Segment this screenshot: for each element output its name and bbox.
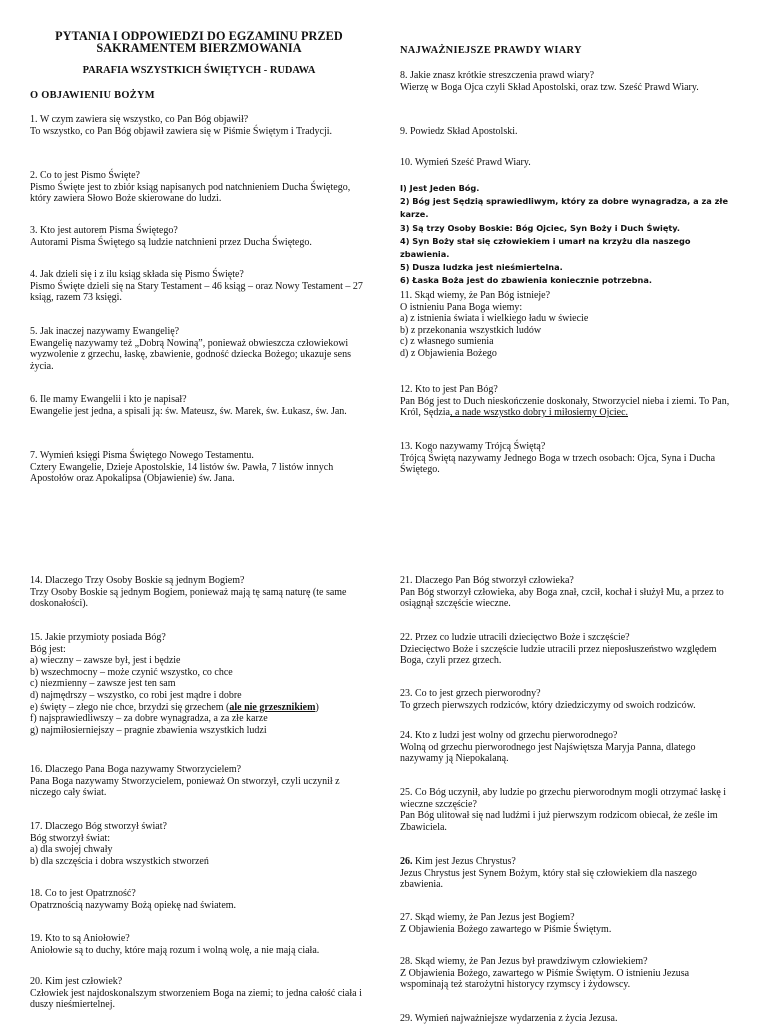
question-1 [30,114,368,137]
answer-list [30,844,368,867]
answer-text: Ewangelie jest jedna, a spisali ją: św. Mateusz, św. Marek, św. Łukasz, św. Jan. [30,405,347,417]
truth-item: 2) Bóg jest Sędzią sprawiedliwym, który za dobre wynagradza, a za złe karze. [400,196,729,220]
question-18 [30,888,368,911]
question-text: 10. Wymień Sześć Prawd Wiary. [400,157,531,168]
title-line-1: PYTANIA I ODPOWIEDZI DO EGZAMINU PRZED [55,29,343,43]
question-number: 26. [400,856,413,867]
question-text: 20. Kim jest człowiek? [30,976,123,987]
truth-item: I) Jest Jeden Bóg. [400,183,480,193]
question-text: 13. Kogo nazywamy Trójcą Świętą? [400,441,546,452]
question-text: 17. Dlaczego Bóg stworzył świat? [30,821,167,832]
answer-text: To wszystko, co Pan Bóg objawił zawiera się w Piśmie Świętym i Tradycji. [30,125,333,137]
answer-text: Cztery Ewangelie, Dzieje Apostolskie, 14 listów św. Pawła, 7 listów innych Apostołów oraz Apokalipsa (Objawienie) św. Jana. [30,461,334,485]
answer-text: Aniołowie są to duchy, które mają rozum i wolną wolę, a nie mają ciała. [30,944,320,956]
list-item: d) najmędrszy – wszystko, co robi jest mądre i dobre [30,689,242,701]
answer-text: Pan Bóg ulitował się nad ludźmi i już pierwszym rodzicom obiecał, że ześle im Zbawiciela. [400,810,718,833]
question-15 [30,632,368,736]
list-item: g) najmiłosierniejszy – pragnie zbawienia wszystkich ludzi [30,724,267,736]
answer-list [400,313,738,359]
document-title [30,30,368,55]
question-text: 23. Co to jest grzech pierworodny? [400,688,541,699]
answer-part: Pan Bóg jest to Duch nieskończenie doskonały, Stworzyciel nieba i ziemi. To Pan, Król, Sędzia [400,395,730,419]
answer-underlined: , a nade wszystko dobry i miłosierny Ojciec. [450,407,629,419]
answer-text: Wierzę w Boga Ojca czyli Skład Apostolski, oraz tzw. Sześć Prawd Wiary. [400,81,699,93]
question-text: 19. Kto to są Aniołowie? [30,933,130,944]
question-text: 29. Wymień najważniejsze wydarzenia z życia Jezusa. [400,1013,618,1024]
answer-text: To grzech pierwszych rodziców, który dziedziczymy od swoich rodziców. [400,699,696,711]
question-25 [400,787,738,833]
question-text: 24. Kto z ludzi jest wolny od grzechu pierworodnego? [400,730,618,741]
list-item: f) najsprawiedliwszy – za dobre wynagradza, a za złe karze [30,713,268,725]
truth-item: 3) Są trzy Osoby Boskie: Bóg Ojciec, Syn Boży i Duch Święty. [400,222,680,233]
title-line-2: SAKRAMENTEM BIERZMOWANIA [96,41,302,56]
answer-text: Z Objawienia Bożego, zawartego w Piśmie Świętym. O istnieniu Jezusa wspominają też starożytni historycy rzymscy i żydowscy. [400,967,690,991]
truth-item: 5) Dusza ludzka jest nieśmiertelna. [400,262,563,273]
question-28 [400,956,738,991]
question-16 [30,764,368,799]
question-2 [30,170,368,205]
list-item: d) z Objawienia Bożego [400,347,497,359]
question-29 [400,1013,738,1025]
list-item: a) z istnienia świata i wielkiego ładu w świecie [400,313,589,325]
question-text: 22. Przez co ludzie utracili dziecięctwo Boże i szczęście? [400,632,630,643]
list-item: b) dla szczęścia i dobra wszystkich stworzeń [30,855,209,867]
question-20 [30,976,368,1011]
answer-text [400,396,738,419]
truth-item: 6) Łaska Boża jest do zbawienia koniecznie potrzebna. [400,275,652,286]
list-item [30,702,368,714]
question-24 [400,730,738,765]
answer-text: Pan Bóg stworzył człowieka, aby Boga znał, czcił, kochał i służył Mu, a przez to osiągnął szczęście wieczne. [400,586,724,610]
question-22 [400,632,738,667]
answer-text: Jezus Chrystus jest Synem Bożym, który stał się człowiekiem dla naszego zbawienia. [400,867,697,891]
question-7 [30,450,368,485]
list-item-close: ) [315,701,319,713]
question-text: 28. Skąd wiemy, że Pan Jezus był prawdziwym człowiekiem? [400,956,648,967]
question-8 [400,70,738,93]
answer-text: Ewangelię nazywamy też „Dobrą Nowiną”, ponieważ obwieszcza człowiekowi wyzwolenie z grzechu, łaskę, zbawienie, godność dziecka Bożego; ukazuje sens życia. [30,337,351,372]
question-text: 27. Skąd wiemy, że Pan Jezus jest Bogiem? [400,912,575,923]
answer-text: Z Objawienia Bożego zawartego w Piśmie Świętym. [400,923,612,935]
answer-text: Wolną od grzechu pierworodnego jest Najświętsza Maryja Panna, dlatego nazywamy ją Niepokalaną. [400,741,696,765]
question-text: 21. Dlaczego Pan Bóg stworzył człowieka? [400,575,574,586]
question-13 [400,441,738,476]
question-text: 16. Dlaczego Pana Boga nazywamy Stworzycielem? [30,764,242,775]
answer-text: Opatrznością nazywamy Bożą opiekę nad światem. [30,899,237,911]
question-text: 18. Co to jest Opatrzność? [30,888,136,899]
list-item: b) wszechmocny – może czynić wszystko, co chce [30,666,233,678]
question-12 [400,384,738,419]
question-text: 2. Co to jest Pismo Święte? [30,170,140,181]
answer-text: Pismo Święte dzieli się na Stary Testament – 46 ksiąg – oraz Nowy Testament – 27 ksiąg, razem 73 księgi. [30,280,363,304]
question-19 [30,933,368,956]
parish-name: PARAFIA WSZYSTKICH ŚWIĘTYCH - RUDAWA [82,65,316,76]
question-9 [400,126,738,138]
answer-text: Dziecięctwo Boże i szczęście ludzie utracili przez nieposłuszeństwo względem Boga, czyli przez grzech. [400,643,717,667]
list-item: a) wieczny – zawsze był, jest i będzie [30,655,181,667]
question-text: 12. Kto to jest Pan Bóg? [400,384,498,395]
truth-item: 4) Syn Boży stał się człowiekiem i umarł na krzyżu dla naszego zbawienia. [400,235,691,260]
answer-text: Trójcą Świętą nazywamy Jednego Boga w trzech osobach: Ojca, Syna i Ducha Świętego. [400,452,716,476]
question-6 [30,394,368,417]
question-26 [400,856,738,891]
question-text: 5. Jak inaczej nazywamy Ewangelię? [30,326,180,337]
question-text: 15. Jakie przymioty posiada Bóg? [30,632,166,643]
question-27 [400,912,738,935]
answer-text: O istnieniu Pana Boga wiemy: [400,301,523,313]
question-11 [400,290,738,360]
answer-list [30,655,368,736]
list-item: c) z własnego sumienia [400,336,494,348]
question-text: 3. Kto jest autorem Pisma Świętego? [30,225,178,236]
question-text [400,856,738,868]
answer-text: Pana Boga nazywamy Stworzycielem, ponieważ On stworzył, czyli uczynił z niczego cały świat. [30,775,340,799]
answer-text: Bóg stworzył świat: [30,832,110,844]
question-17 [30,821,368,867]
question-text: 7. Wymień księgi Pisma Świętego Nowego Testamentu. [30,450,254,461]
section-heading-revelation: O OBJAWIENIU BOŻYM [30,90,155,101]
list-item: b) z przekonania wszystkich ludów [400,324,542,336]
question-23 [400,688,738,711]
list-item-text: e) święty – złego nie chce, brzydzi się grzechem ( [30,701,230,713]
question-10 [400,157,738,169]
question-text: 11. Skąd wiemy, że Pan Bóg istnieje? [400,290,551,301]
question-text: 4. Jak dzieli się i z ilu ksiąg składa się Pismo Święte? [30,269,244,280]
question-21 [400,575,738,610]
question-body: Kim jest Jezus Chrystus? [412,856,516,867]
six-truths-list [400,182,738,288]
question-text: 14. Dlaczego Trzy Osoby Boskie są jednym Bogiem? [30,575,245,586]
answer-text: Bóg jest: [30,643,66,655]
answer-text: Człowiek jest najdoskonalszym stworzeniem Boga na ziemi; to jedna całość ciała i duszy nieśmiertelnej. [30,987,362,1011]
answer-text: Autorami Pisma Świętego są ludzie natchnieni przez Ducha Świętego. [30,236,312,248]
question-text: 1. W czym zawiera się wszystko, co Pan Bóg objawił? [30,114,249,125]
question-text: 9. Powiedz Skład Apostolski. [400,126,518,137]
question-14 [30,575,368,610]
question-text: 8. Jakie znasz krótkie streszczenia prawd wiary? [400,70,595,81]
question-5 [30,326,368,372]
question-3 [30,225,368,248]
answer-text: Pismo Święte jest to zbiór ksiąg napisanych pod natchnieniem Ducha Świętego, który zawiera Słowo Boże skierowane do ludzi. [30,181,351,205]
question-text: 6. Ile mamy Ewangelii i kto je napisał? [30,394,187,405]
list-item: a) dla swojej chwały [30,844,113,856]
list-item: c) niezmienny – zawsze jest ten sam [30,678,176,690]
answer-text: Trzy Osoby Boskie są jednym Bogiem, ponieważ mają tę samą naturę (te same doskonałości). [30,586,347,610]
question-4 [30,269,368,304]
emphasis-text: ale nie grzesznikiem [229,701,316,713]
question-text: 25. Co Bóg uczynił, aby ludzie po grzechu pierworodnym mogli otrzymać łaskę i wieczne szczęście? [400,787,727,810]
section-heading-truths: NAJWAŻNIEJSZE PRAWDY WIARY [400,45,582,56]
